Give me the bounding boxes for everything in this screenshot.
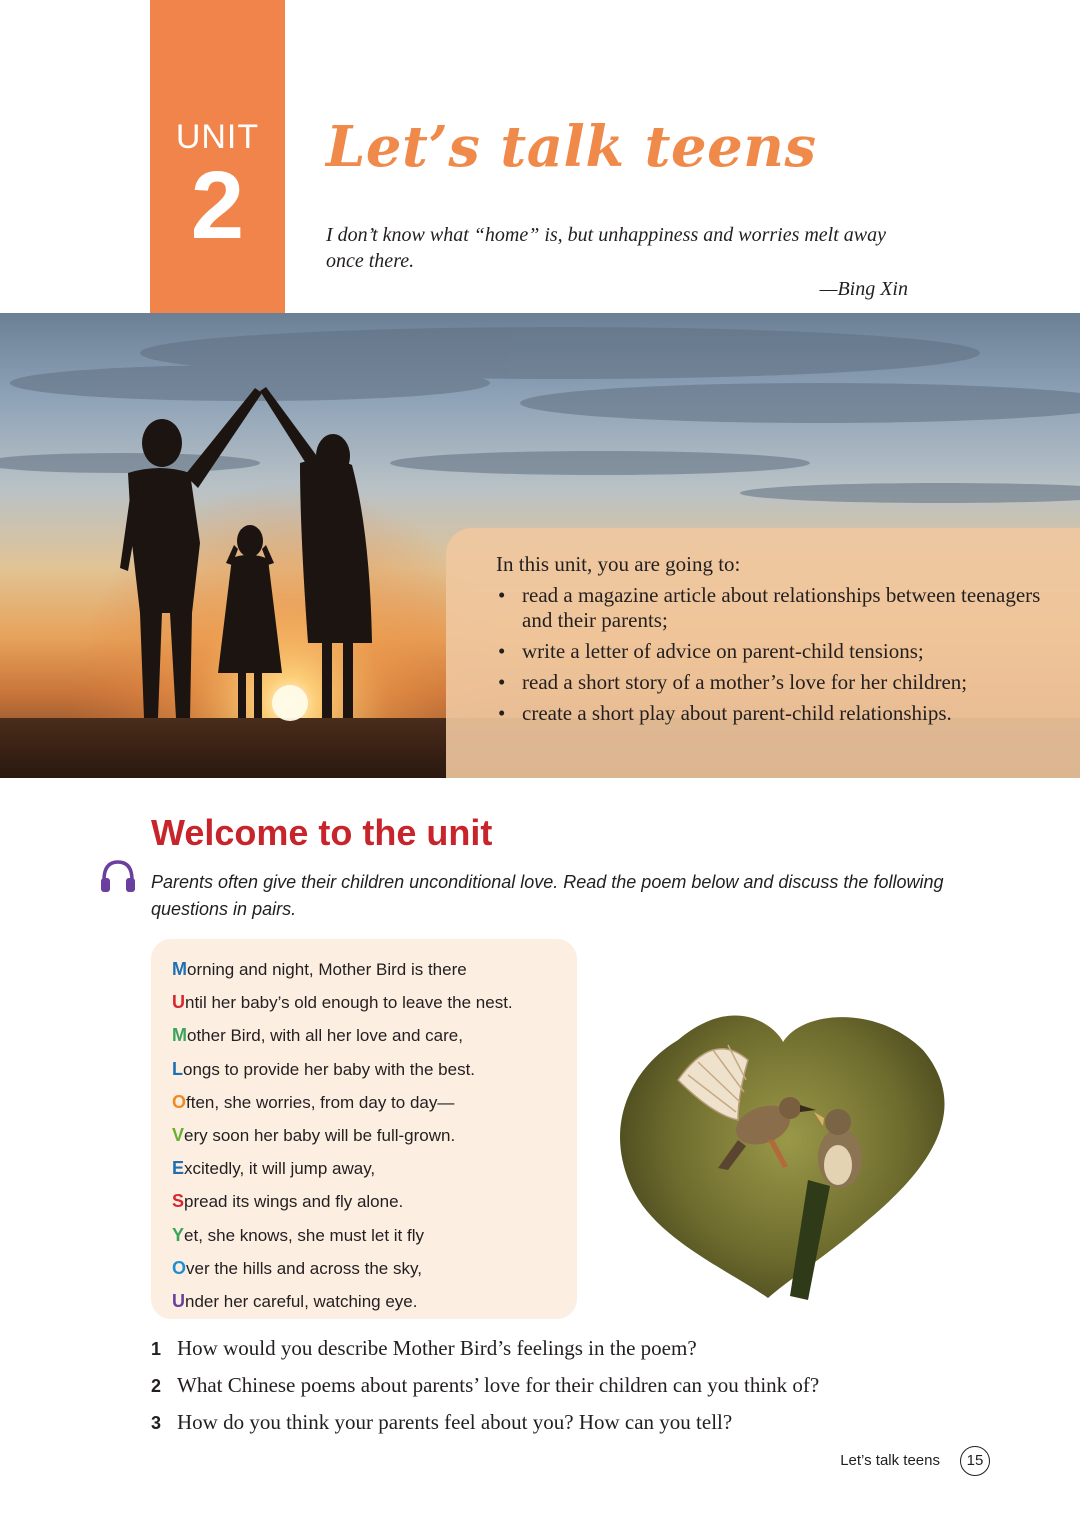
poem-line (172, 986, 513, 1019)
epigraph-quote: I don’t know what “home” is, but unhappiness and worries melt away once there. (326, 224, 887, 272)
question-item (151, 1404, 819, 1441)
section-heading: Welcome to the unit (151, 812, 493, 853)
question-text: How do you think your parents feel about you? How can you tell? (177, 1410, 733, 1434)
objective-item (496, 639, 1056, 664)
objective-text: write a letter of advice on parent-child tensions; (522, 639, 924, 663)
headphones-icon[interactable] (98, 856, 138, 896)
poem-line (172, 1219, 513, 1252)
poem-line (172, 1086, 513, 1119)
question-item (151, 1330, 819, 1367)
unit-label: UNIT (175, 118, 260, 156)
poem-line-text: et, she knows, she must let it fly (184, 1225, 424, 1245)
question-text: What Chinese poems about parents’ love for their children can you think of? (177, 1373, 820, 1397)
question-item (151, 1367, 819, 1404)
heart-bird-photo (618, 1000, 954, 1300)
poem (172, 953, 513, 1318)
discussion-questions (151, 1330, 819, 1441)
poem-line (172, 1185, 513, 1218)
poem-line-text: other Bird, with all her love and care, (187, 1026, 463, 1046)
question-text: How would you describe Mother Bird’s feelings in the poem? (177, 1336, 697, 1360)
objective-text: create a short play about parent-child relationships. (522, 701, 952, 725)
poem-line-initial: U (172, 992, 185, 1013)
poem-line-initial: L (172, 1058, 183, 1079)
poem-line (172, 1152, 513, 1185)
poem-line-text: ften, she worries, from day to day— (186, 1092, 455, 1112)
poem-line-text: ery soon her baby will be full-grown. (184, 1126, 456, 1146)
activity-instructions: Parents often give their children unconditional love. Read the poem below and discuss the following questions in pairs. (151, 872, 944, 919)
poem-line-initial: S (172, 1191, 185, 1212)
poem-line-initial: U (172, 1291, 185, 1312)
objective-text: read a short story of a mother’s love for her children; (522, 670, 968, 694)
sun (272, 685, 308, 721)
page-number: 15 (960, 1446, 990, 1476)
bullet-icon: • (498, 583, 506, 607)
unit-tab (150, 0, 285, 313)
objective-item (496, 670, 1056, 695)
poem-line-initial: O (172, 1257, 187, 1278)
objective-item (496, 701, 1056, 726)
poem-line (172, 1019, 513, 1052)
poem-box (151, 939, 577, 1319)
poem-line-text: pread its wings and fly alone. (184, 1192, 404, 1212)
poem-line-text: nder her careful, watching eye. (185, 1292, 418, 1312)
poem-line-text: ongs to provide her baby with the best. (183, 1059, 476, 1079)
poem-line-text: xcitedly, it will jump away, (184, 1159, 376, 1179)
question-number: 3 (151, 1413, 162, 1433)
poem-line-initial: E (172, 1158, 185, 1179)
question-number: 1 (151, 1339, 162, 1359)
objectives-list (496, 583, 1056, 732)
unit-number: 2 (190, 152, 245, 259)
poem-line (172, 1053, 513, 1086)
poem-line (172, 953, 513, 986)
poem-line-initial: V (172, 1125, 185, 1146)
unit-title: Let’s talk teens (326, 114, 817, 180)
objective-item (496, 583, 1056, 633)
bullet-icon: • (498, 701, 506, 725)
bullet-icon: • (498, 639, 506, 663)
poem-line-initial: M (172, 1025, 187, 1046)
poem-line-initial: M (172, 959, 187, 979)
poem-line-initial: O (172, 1091, 187, 1112)
poem-line-text: orning and night, Mother Bird is there (187, 960, 467, 979)
poem-line (172, 1252, 513, 1285)
epigraph-author: —Bing Xin (819, 278, 908, 300)
objectives-intro: In this unit, you are going to: (496, 552, 741, 576)
bullet-icon: • (498, 670, 506, 694)
poem-line-text: ver the hills and across the sky, (186, 1258, 422, 1278)
unit-objectives-panel (446, 528, 1080, 778)
poem-line-initial: Y (172, 1224, 185, 1245)
running-footer-title: Let’s talk teens (840, 1452, 940, 1469)
question-number: 2 (151, 1376, 162, 1396)
poem-line (172, 1285, 513, 1318)
poem-line (172, 1119, 513, 1152)
objective-text: read a magazine article about relationships between teenagers and their parents; (522, 583, 1041, 632)
poem-line-text: ntil her baby’s old enough to leave the nest. (185, 993, 513, 1013)
